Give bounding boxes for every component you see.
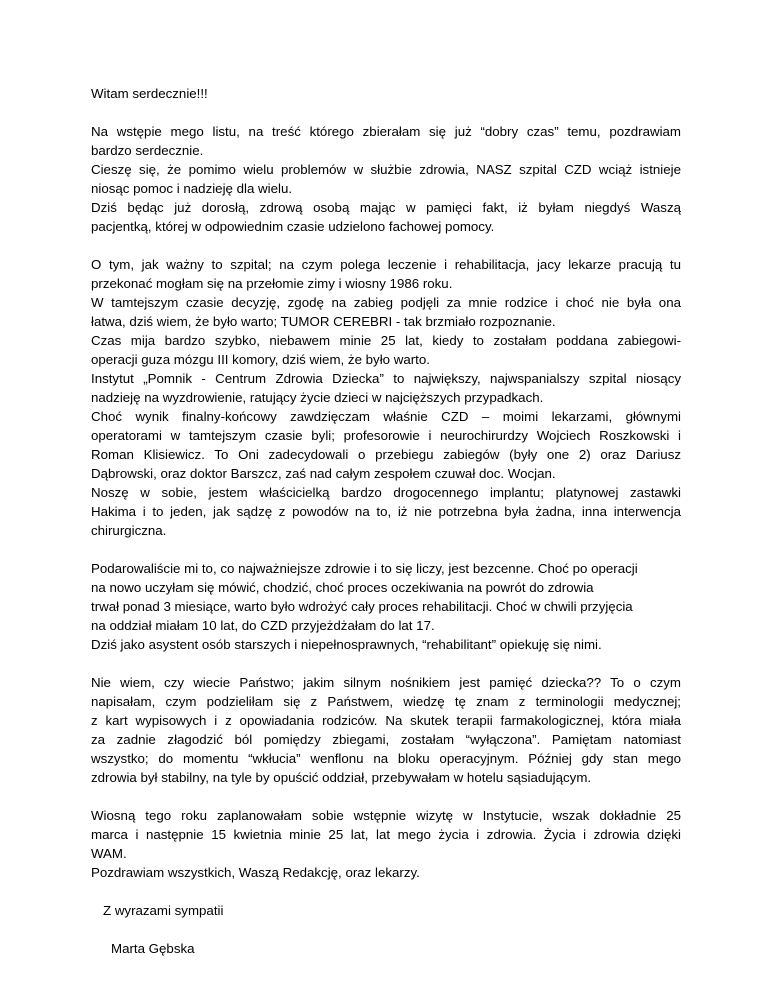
text-line: Roman Klisiewicz. To Oni zadecydowali o przebiegu zabiegów (były one 2) oraz Dariusz [91, 447, 681, 462]
paragraph-history [91, 255, 681, 540]
letter-page [91, 84, 681, 958]
text-line: Cieszę się, że pomimo wielu problemów w służbie zdrowia, NASZ szpital CZD wciąż istnieje [91, 162, 681, 177]
text-line: łatwa, dziś wiem, że było warto; TUMOR CEREBRI - tak brzmiało rozpoznanie. [91, 314, 556, 329]
paragraph-visit [91, 806, 681, 882]
text-line: zdrowia był stabilny, na tyle by opuścić oddział, przebywałam w hotelu sąsiadującym. [91, 770, 592, 785]
text-line: wszystko; do momentu “wkłucia” wenflonu na bloku operacyjnym. Później gdy stan mego [91, 751, 681, 766]
paragraph-gratitude [91, 559, 681, 654]
text-line: WAM. [91, 846, 127, 861]
closing [91, 901, 681, 920]
text-line: nadzieję na wyzdrowienie, ratujący życie dzieci w najcięższych przypadkach. [91, 390, 544, 405]
text-line: Hakima i to jeden, jak sądzę z powodów na to, iż nie potrzebna była żadna, inna interwencja [91, 504, 681, 519]
text-line: napisałam, czym podzieliłam się z Państwem, wiedzę tę znam z terminologii medycznej; [91, 694, 681, 709]
signature [91, 939, 681, 958]
text-line: Dziś będąc już dorosłą, zdrową osobą mając w pamięci fakt, iż byłam niegdyś Waszą [91, 200, 681, 215]
closing-line: Z wyrazami sympatii [103, 903, 224, 918]
text-line: Dziś jako asystent osób starszych i niepełnosprawnych, “rehabilitant” opiekuję się nimi. [91, 637, 602, 652]
text-line: chirurgiczna. [91, 523, 167, 538]
text-line: Witam serdecznie!!! [91, 86, 208, 101]
text-line: Na wstępie mego listu, na treść którego zbierałam się już “dobry czas” temu, pozdrawiam [91, 124, 681, 139]
text-line: bardzo serdecznie. [91, 143, 204, 158]
text-line: Wiosną tego roku zaplanowałam sobie wstępnie wizytę w Instytucie, wszak dokładnie 25 [91, 808, 681, 823]
text-line: Pozdrawiam wszystkich, Waszą Redakcję, oraz lekarzy. [91, 865, 420, 880]
greeting [91, 84, 681, 103]
text-line: operatorami w tamtejszym czasie byli; profesorowie i neurochirurdzy Wojciech Roszkowski i [91, 428, 681, 443]
text-line: Dąbrowski, oraz doktor Barszcz, zaś nad całym zespołem czuwał doc. Wocjan. [91, 466, 556, 481]
text-line: za zadnie złagodzić ból pomiędzy zbiegami, zostałam “wyłączona”. Pamiętam natomiast [91, 732, 681, 747]
paragraph-memory [91, 673, 681, 787]
text-line: trwał ponad 3 miesiące, warto było wdrożyć cały proces rehabilitacji. Choć w chwili przyjęcia [91, 599, 633, 614]
text-line: niosąc pomoc i nadzieję dla wielu. [91, 181, 293, 196]
text-line: Noszę w sobie, jestem właścicielką bardzo drogocennego implantu; platynowej zastawki [91, 485, 681, 500]
text-line: z kart wypisowych i z opowiadania rodziców. Na skutek terapii farmakologicznej, która miała [91, 713, 681, 728]
text-line: pacjentką, której w odpowiednim czasie udzielono fachowej pomocy. [91, 219, 495, 234]
text-line: O tym, jak ważny to szpital; na czym polega leczenie i rehabilitacja, jacy lekarze pracują tu [91, 257, 681, 272]
text-line: Czas mija bardzo szybko, niebawem minie 25 lat, kiedy to zostałam poddana zabiegowi- [91, 333, 681, 348]
text-line: Choć wynik finalny-końcowy zawdzięczam właśnie CZD – moimi lekarzami, głównymi [91, 409, 681, 424]
text-line: W tamtejszym czasie decyzję, zgodę na zabieg podjęli za mnie rodzice i choć nie była ona [91, 295, 681, 310]
text-line: Nie wiem, czy wiecie Państwo; jakim silnym nośnikiem jest pamięć dziecka?? To o czym [91, 675, 681, 690]
paragraph-intro [91, 122, 681, 236]
text-line: Podarowaliście mi to, co najważniejsze zdrowie i to się liczy, jest bezcenne. Choć po operacji [91, 561, 638, 576]
text-line: operacji guza mózgu III komory, dziś wiem, że było warto. [91, 352, 430, 367]
text-line: na nowo uczyłam się mówić, chodzić, choć proces oczekiwania na powrót do zdrowia [91, 580, 594, 595]
text-line: przekonać mogłam się na przełomie zimy i wiosny 1986 roku. [91, 276, 453, 291]
signature-name: Marta Gębska [111, 941, 195, 956]
text-line: Instytut „Pomnik - Centrum Zdrowia Dziecka” to największy, najwspanialszy szpital niosący [91, 371, 681, 386]
text-line: marca i następnie 15 kwietnia minie 25 lat, lat mego życia i zdrowia. Życia i zdrowia dzięki [91, 827, 681, 842]
text-line: na oddział miałam 10 lat, do CZD przyjeżdżałam do lat 17. [91, 618, 435, 633]
